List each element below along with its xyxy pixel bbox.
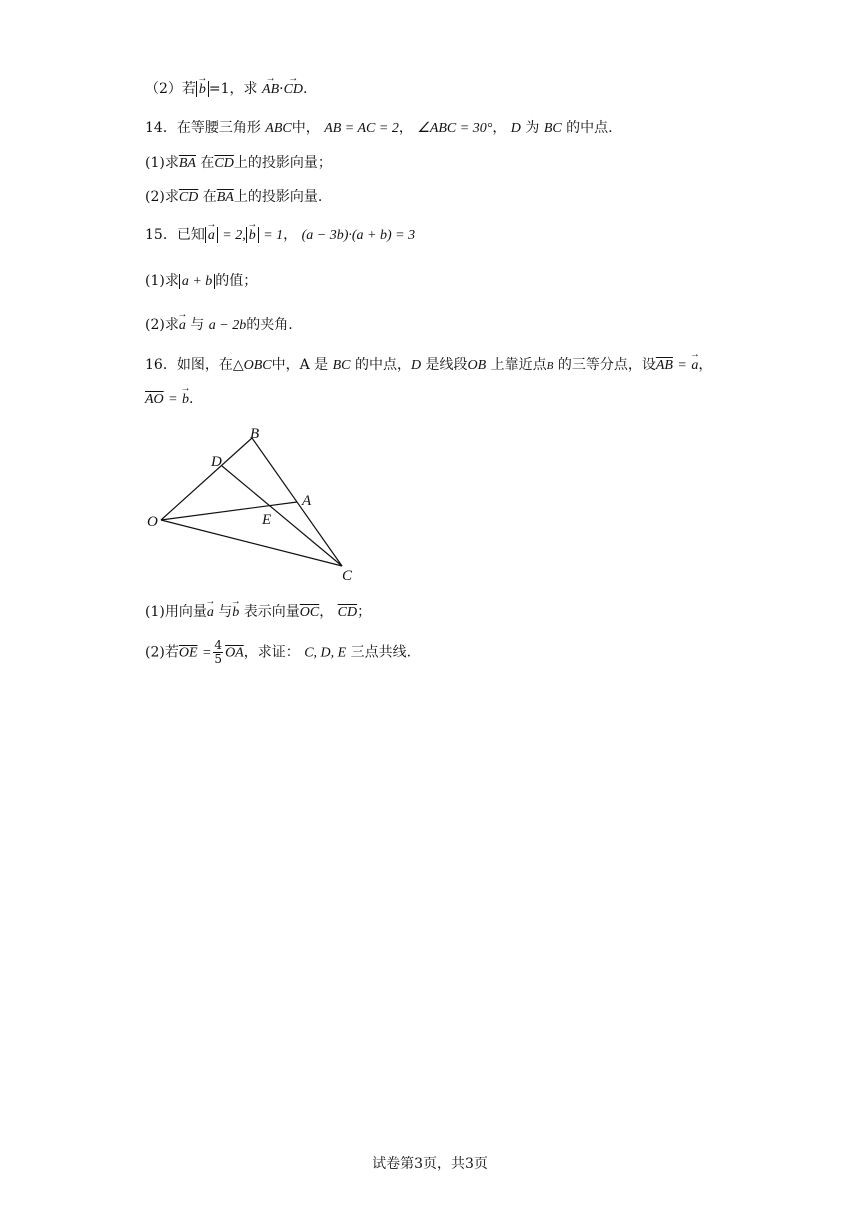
q16-part1: (1)用向量→ a 与→ b 表示向量$\overline{OC}$， $\overline{CD}$； <box>145 601 371 624</box>
q16-part2: (2)若$\overline{OE}$ = $\frac{4}{5}$ $\overline{OA}$，求证： C, D, E 三点共线. <box>145 638 412 666</box>
q15-part2: (2)求→ a 与 a − 2b的夹角. <box>145 314 293 337</box>
label-E: E <box>262 512 272 528</box>
page-footer: 试卷第3页，共3页 <box>372 1156 488 1172</box>
q15-stem: 15．已知 → a = 2, → b = 1， (a − 3b)·(a + b) = 3 <box>145 224 415 247</box>
vector-CD: → CD <box>284 79 303 101</box>
vector-b: → b <box>199 79 206 101</box>
vector-AB: → AB <box>262 79 279 101</box>
q13-part2: （2）若 → b =1，求 → AB·→ CD. <box>145 78 307 101</box>
q14-stem: 14．在等腰三角形 ABC中， AB = AC = 2， ∠ABC = 30°， D 为 BC 的中点. <box>145 120 613 136</box>
label-O: O <box>147 514 158 530</box>
label-B: B <box>250 426 260 442</box>
q16-stem-cont: $\overline{AO}$ = → b. <box>145 388 193 411</box>
label-D: D <box>211 454 222 470</box>
q14-part1: (1)求$\overline{BA}$ 在$\overline{CD}$上的投影向量； <box>145 155 332 171</box>
triangle-figure <box>145 423 365 583</box>
q16-stem: 16．如图，在△OBC中，A 是 BC 的中点，D 是线段OB 上靠近点B 的三等分点，设$\overline{AB}$ = → a， <box>145 354 712 377</box>
label-C: C <box>342 568 353 583</box>
q14-part2: (2)求$\overline{CD}$ 在$\overline{BA}$上的投影向量. <box>145 189 323 205</box>
label-A: A <box>302 493 312 509</box>
q15-part1: (1)求 a + b 的值； <box>145 273 258 289</box>
